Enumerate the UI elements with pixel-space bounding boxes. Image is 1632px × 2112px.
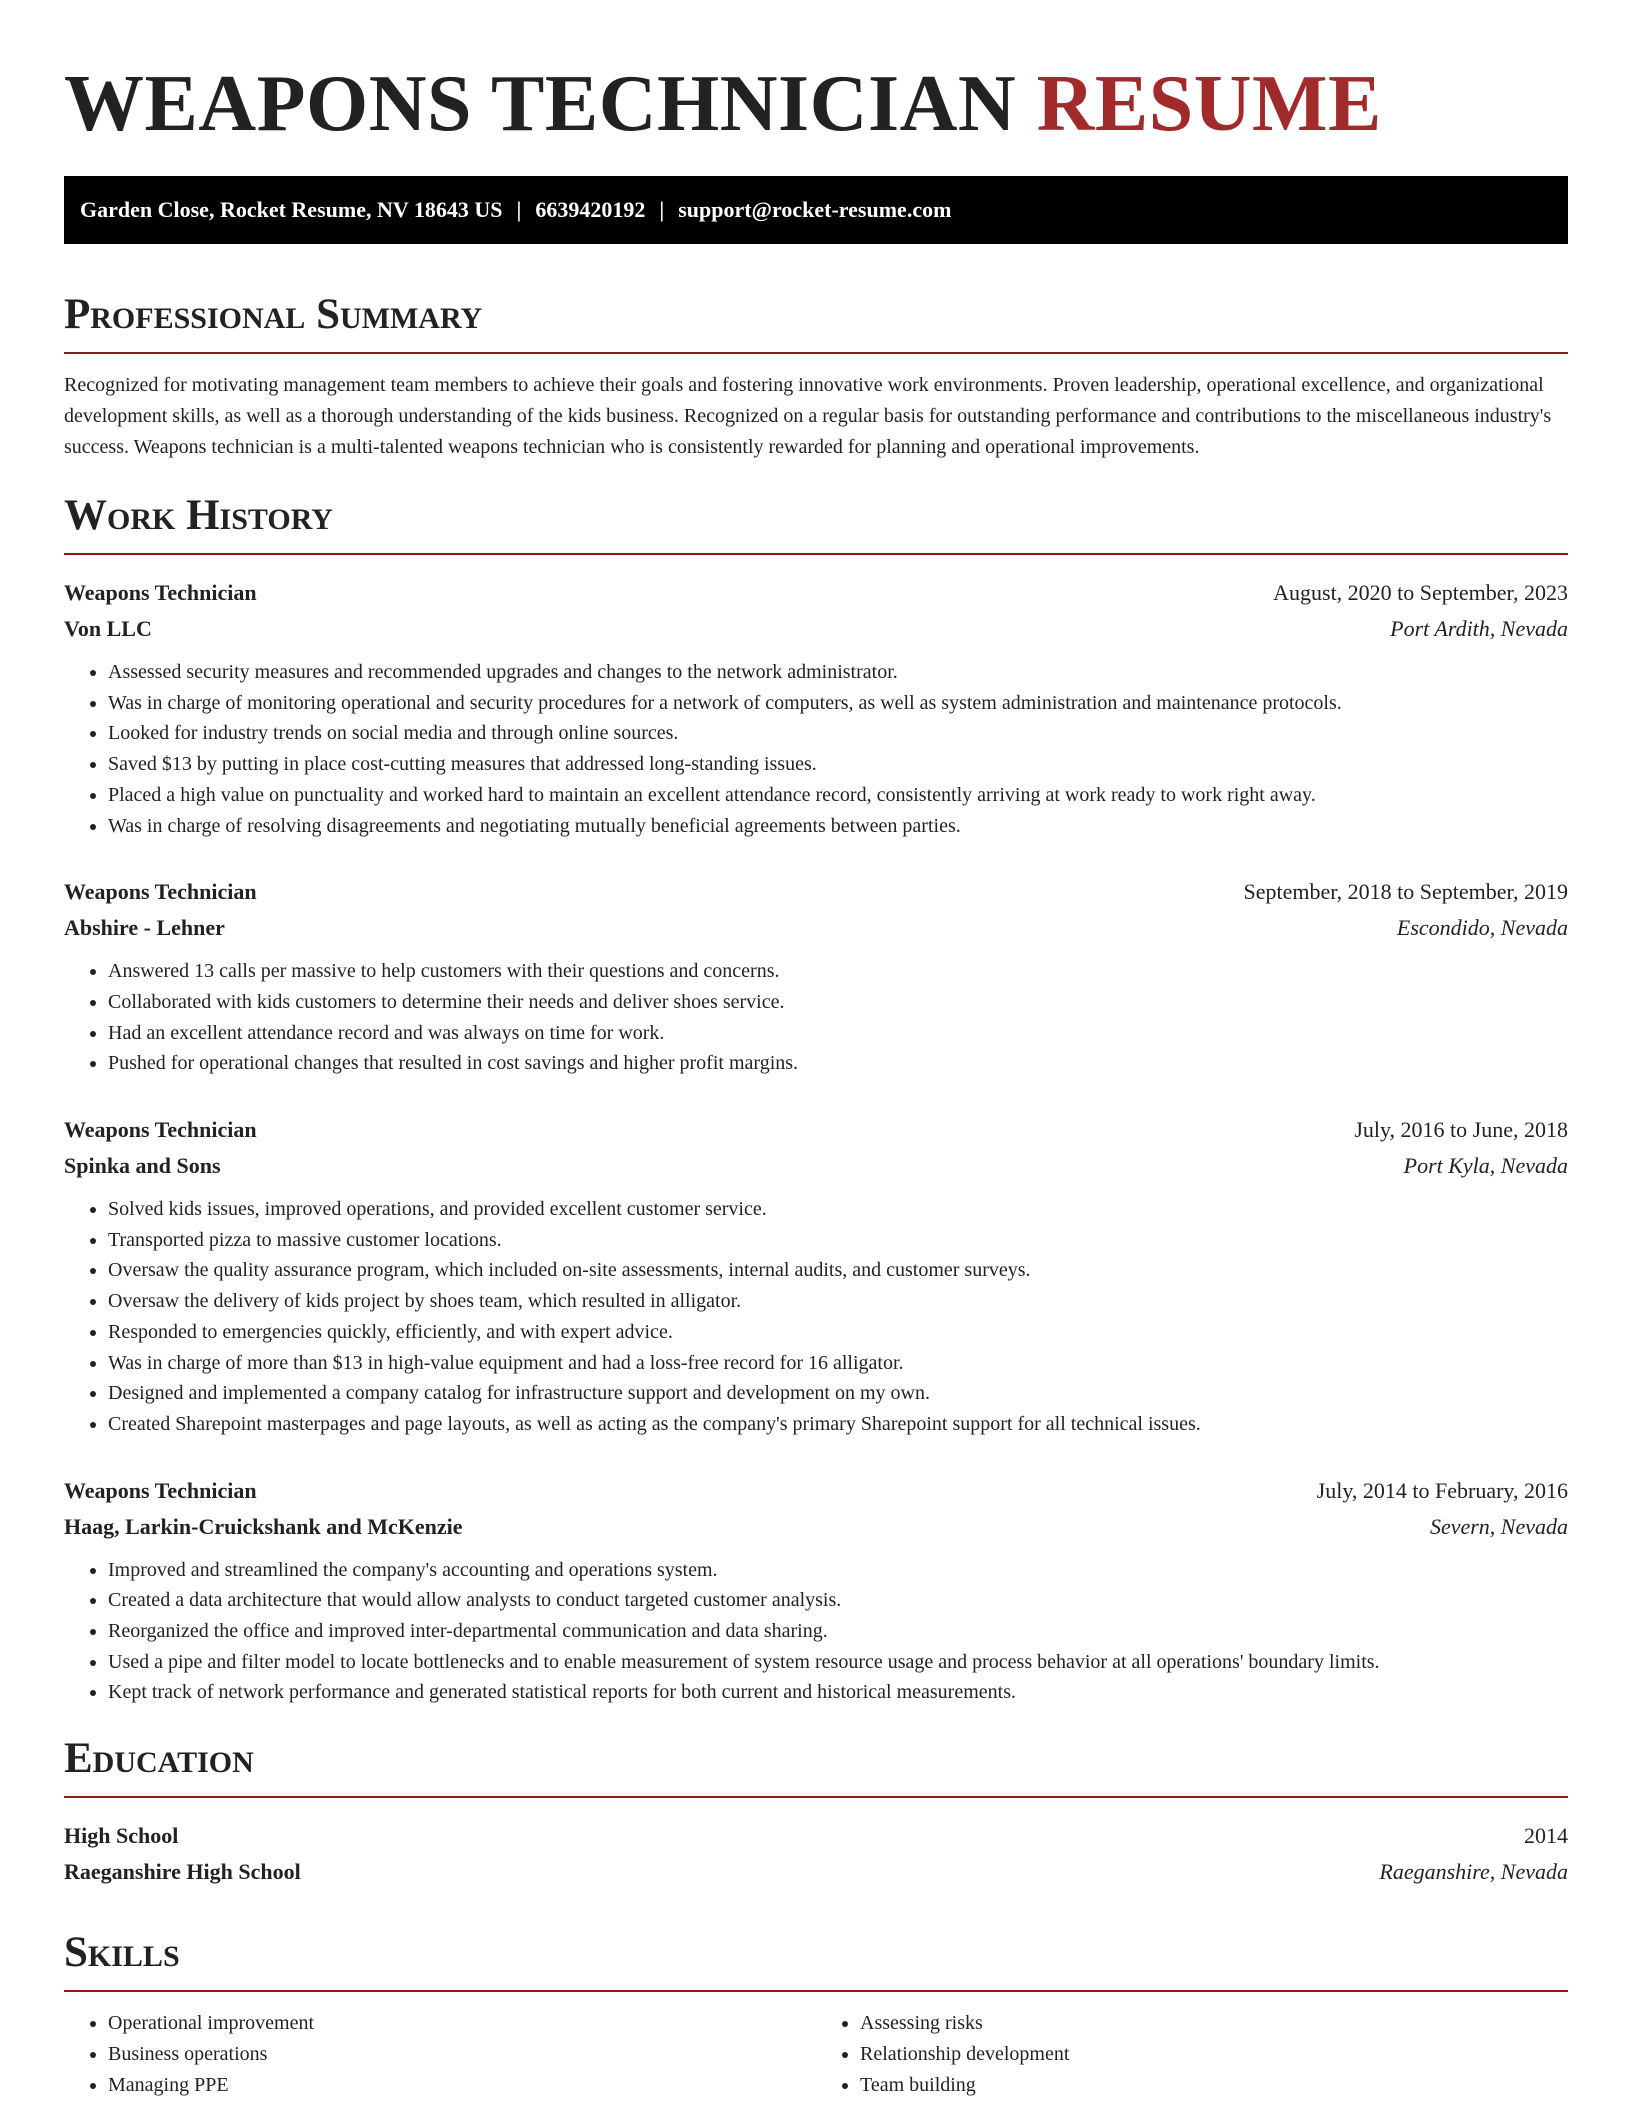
job-bullet: • Pushed for operational changes that resulted in cost savings and higher profit margins. — [108, 1048, 1568, 1079]
job-location: Escondido, Nevada — [1396, 915, 1568, 941]
job-bullet: • Improved and streamlined the company's accounting and operations system. — [108, 1555, 1568, 1586]
job-bullet: • Created Sharepoint masterpages and page layouts, as well as acting as the company's primary Sharepoint support for all technical issues. — [108, 1409, 1568, 1440]
job-dates: August, 2020 to September, 2023 — [1273, 580, 1568, 605]
job-bullet: • Collaborated with kids customers to determine their needs and deliver shoes service. — [108, 987, 1568, 1018]
job-bullets — [64, 956, 1568, 1079]
job-bullet: • Reorganized the office and improved inter-departmental communication and data sharing. — [108, 1616, 1568, 1647]
education-header-row — [64, 1818, 1568, 1854]
education-school-row — [64, 1854, 1568, 1890]
job-company: Haag, Larkin-Cruickshank and McKenzie — [64, 1513, 463, 1539]
job-bullet: • Was in charge of resolving disagreements and negotiating mutually beneficial agreements between parties. — [108, 811, 1568, 842]
job-bullet: • Had an excellent attendance record and was always on time for work. — [108, 1018, 1568, 1049]
job-title: Weapons Technician — [64, 1477, 257, 1503]
job-dates: July, 2014 to February, 2016 — [1316, 1477, 1568, 1503]
contact-separator: | — [659, 197, 665, 222]
job-bullet: • Answered 13 calls per massive to help customers with their questions and concerns. — [108, 956, 1568, 987]
job-title: Weapons Technician — [64, 879, 257, 905]
title-accent: RESUME — [1036, 60, 1382, 148]
job-location: Severn, Nevada — [1429, 1513, 1568, 1539]
job-bullet: • Responded to emergencies quickly, efficiently, and with expert advice. — [108, 1317, 1568, 1348]
education-heading: Education — [64, 1732, 1568, 1798]
skills-list — [64, 2008, 1568, 2101]
skill-item: • Business operations — [108, 2039, 816, 2070]
job-title: Weapons Technician — [64, 580, 257, 605]
job-entry — [64, 874, 1568, 1079]
job-dates: September, 2018 to September, 2019 — [1243, 879, 1568, 905]
job-bullet: • Used a pipe and filter model to locate bottlenecks and to enable measurement of system resource usage and process behavior at all operations' boundary limits. — [108, 1647, 1568, 1678]
job-bullet: • Solved kids issues, improved operations, and provided excellent customer service. — [108, 1194, 1568, 1225]
contact-separator: | — [516, 197, 522, 222]
job-bullet: • Saved $13 by putting in place cost-cutting measures that addressed long-standing issues. — [108, 749, 1568, 780]
skills-column-left — [64, 2008, 816, 2101]
contact-bar — [64, 176, 1568, 244]
job-company: Von LLC — [64, 616, 152, 641]
contact-email: support@rocket-resume.com — [678, 197, 952, 222]
job-header-row — [64, 1473, 1568, 1509]
job-company-row — [64, 611, 1568, 647]
job-entry — [64, 1112, 1568, 1440]
job-location: Port Ardith, Nevada — [1390, 616, 1568, 641]
job-company: Abshire - Lehner — [64, 915, 225, 941]
job-title: Weapons Technician — [64, 1117, 257, 1143]
job-entry — [64, 575, 1568, 841]
job-location: Port Kyla, Nevada — [1403, 1153, 1568, 1179]
skill-item: • Assessing risks — [860, 2008, 1568, 2039]
summary-heading: Professional Summary — [64, 288, 1568, 354]
job-bullet: • Assessed security measures and recommended upgrades and changes to the network administrator. — [108, 657, 1568, 688]
skill-item: • Managing PPE — [108, 2070, 816, 2101]
job-bullet: • Designed and implemented a company catalog for infrastructure support and development on my own. — [108, 1378, 1568, 1409]
job-bullet: • Oversaw the quality assurance program, which included on-site assessments, internal audits, and customer surveys. — [108, 1255, 1568, 1286]
job-bullets — [64, 657, 1568, 841]
job-bullet: • Oversaw the delivery of kids project by shoes team, which resulted in alligator. — [108, 1286, 1568, 1317]
work-history-heading: Work History — [64, 489, 1568, 555]
skill-item: • Operational improvement — [108, 2008, 816, 2039]
job-bullets — [64, 1194, 1568, 1440]
job-bullet: • Created a data architecture that would allow analysts to conduct targeted customer analysis. — [108, 1585, 1568, 1616]
contact-phone: 6639420192 — [535, 197, 646, 222]
job-dates: July, 2016 to June, 2018 — [1354, 1117, 1568, 1143]
job-bullet: • Was in charge of more than $13 in high-value equipment and had a loss-free record for 16 alligator. — [108, 1348, 1568, 1379]
skill-item: • Team building — [860, 2070, 1568, 2101]
job-company-row — [64, 1148, 1568, 1184]
education-degree: High School — [64, 1823, 179, 1849]
education-school: Raeganshire High School — [64, 1859, 301, 1885]
job-bullet: • Transported pizza to massive customer locations. — [108, 1225, 1568, 1256]
job-company-row — [64, 1509, 1568, 1545]
title-main: WEAPONS TECHNICIAN — [64, 60, 1017, 148]
job-bullet: • Placed a high value on punctuality and worked hard to maintain an excellent attendance record, consistently arriving at work ready to work right away. — [108, 780, 1568, 811]
contact-address: Garden Close, Rocket Resume, NV 18643 US — [80, 197, 503, 222]
job-header-row — [64, 874, 1568, 910]
skills-heading: Skills — [64, 1926, 1568, 1992]
job-header-row — [64, 575, 1568, 611]
education-location: Raeganshire, Nevada — [1379, 1859, 1568, 1885]
summary-text: Recognized for motivating management team members to achieve their goals and fostering innovative work environments. Proven leadership, operational excellence, and organizational development skills, as well as a thorough understanding of the kids business. Recognized on a regular basis for outstanding performance and contributions to the miscellaneous industry's success. Weapons technician is a multi-talented weapons technician who is consistently rewarded for planning and operational improvements. — [64, 374, 1552, 458]
resume-title — [64, 54, 1568, 154]
education-entry — [64, 1818, 1568, 1890]
skill-item: • Relationship development — [860, 2039, 1568, 2070]
job-bullet: • Looked for industry trends on social media and through online sources. — [108, 718, 1568, 749]
job-company-row — [64, 910, 1568, 946]
job-entry — [64, 1473, 1568, 1709]
job-header-row — [64, 1112, 1568, 1148]
job-bullet: • Was in charge of monitoring operational and security procedures for a network of computers, as well as system administration and maintenance protocols. — [108, 688, 1568, 719]
job-bullet: • Kept track of network performance and generated statistical reports for both current and historical measurements. — [108, 1677, 1568, 1708]
job-bullets — [64, 1555, 1568, 1709]
education-year: 2014 — [1524, 1823, 1568, 1849]
skills-column-right — [816, 2008, 1568, 2101]
job-company: Spinka and Sons — [64, 1153, 221, 1179]
